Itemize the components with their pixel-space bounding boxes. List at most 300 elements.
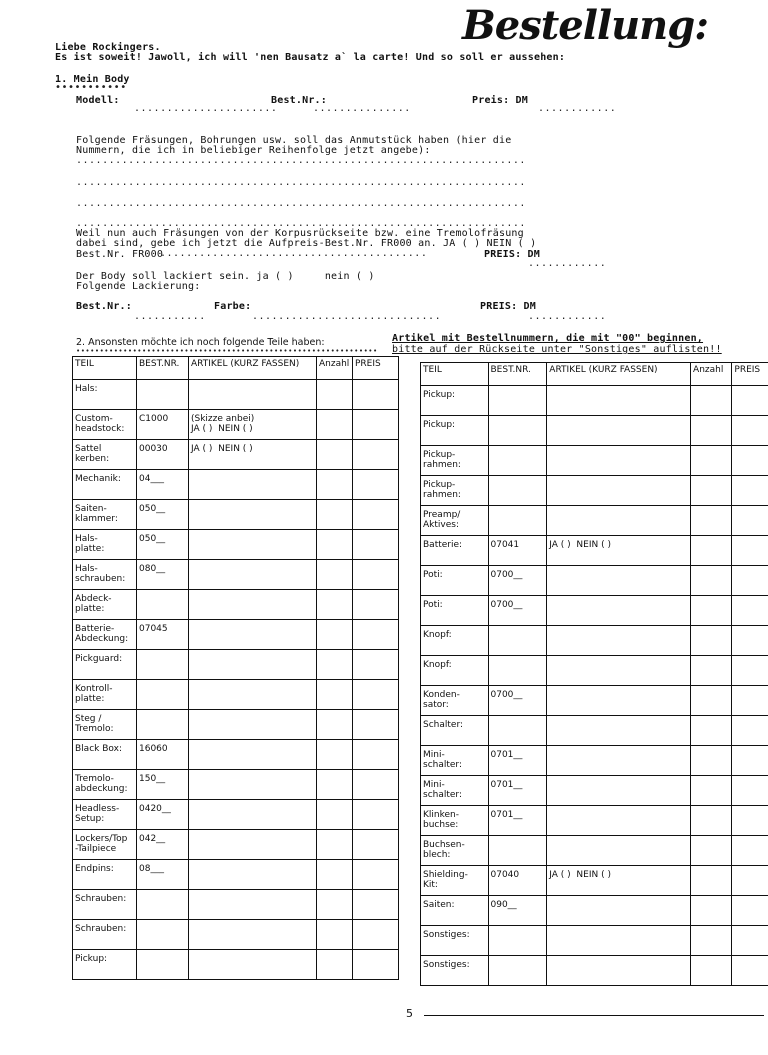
cell-artikel[interactable] — [547, 446, 691, 476]
cell-artikel[interactable] — [189, 920, 317, 950]
cell-anzahl[interactable] — [691, 716, 732, 746]
fraesungen-field-3[interactable]: ..................................................................... — [76, 198, 526, 209]
cell-artikel[interactable] — [189, 530, 317, 560]
cell-preis[interactable] — [732, 776, 768, 806]
cell-teil — [421, 716, 489, 746]
cell-anzahl[interactable] — [317, 830, 353, 860]
cell-teil — [421, 686, 489, 716]
cell-teil-text: Tremolo- abdeckung: — [75, 774, 128, 794]
table-row — [73, 650, 399, 680]
cell-teil-text: Sonstiges: — [423, 930, 470, 940]
cell-artikel[interactable] — [189, 770, 317, 800]
table-row — [421, 626, 768, 656]
cell-preis[interactable] — [732, 536, 768, 566]
cell-artikel-text: JA ( ) NEIN ( ) — [549, 870, 611, 880]
cell-preis[interactable] — [353, 500, 399, 530]
cell-teil — [421, 836, 489, 866]
cell-artikel-text — [549, 716, 688, 720]
cell-artikel[interactable] — [189, 950, 317, 980]
cell-teil — [73, 440, 137, 470]
cell-preis[interactable] — [353, 440, 399, 470]
rueck-text-1: Weil nun auch Fräsungen von der Korpusrückseite bzw. eine Tremolofräsung — [76, 228, 524, 239]
cell-anzahl[interactable] — [317, 620, 353, 650]
cell-artikel[interactable] — [189, 500, 317, 530]
cell-bestnr[interactable] — [137, 470, 189, 500]
cell-preis[interactable] — [353, 680, 399, 710]
cell-preis[interactable] — [732, 926, 768, 956]
fraesungen-text-2: Nummern, die ich in beliebiger Reihenfolge jetzt angebe): — [76, 145, 431, 156]
cell-bestnr[interactable] — [137, 890, 189, 920]
cell-preis[interactable] — [732, 416, 768, 446]
cell-teil — [73, 890, 137, 920]
cell-artikel[interactable] — [547, 956, 691, 986]
table-row — [421, 506, 768, 536]
page-number: 5 — [406, 1007, 414, 1020]
cell-anzahl[interactable] — [691, 446, 732, 476]
table-row — [421, 386, 768, 416]
cell-artikel-text — [191, 770, 314, 774]
lack-text-2: Folgende Lackierung: — [76, 281, 201, 292]
cell-preis[interactable] — [732, 446, 768, 476]
cell-teil-text: Steg / Tremolo: — [75, 714, 114, 734]
cell-preis[interactable] — [353, 950, 399, 980]
cell-preis[interactable] — [732, 896, 768, 926]
cell-preis[interactable] — [353, 830, 399, 860]
cell-preis[interactable] — [353, 740, 399, 770]
table-row — [73, 860, 399, 890]
cell-teil-text: Hals- platte: — [75, 534, 105, 554]
table-row — [421, 656, 768, 686]
table-row — [421, 716, 768, 746]
cell-artikel[interactable] — [189, 710, 317, 740]
cell-teil — [73, 950, 137, 980]
cell-bestnr-text: 050__ — [139, 504, 166, 514]
cell-teil — [421, 596, 489, 626]
cell-bestnr[interactable] — [488, 536, 547, 566]
cell-teil-text: Saiten: — [423, 900, 455, 910]
cell-teil — [421, 956, 489, 986]
cell-teil-text: Mini- schalter: — [423, 750, 462, 770]
left-parts-table — [72, 356, 399, 980]
right-parts-table — [420, 362, 768, 986]
cell-preis[interactable] — [353, 860, 399, 890]
cell-preis[interactable] — [353, 770, 399, 800]
cell-artikel-text — [549, 446, 688, 450]
cell-bestnr[interactable] — [488, 566, 547, 596]
cell-artikel[interactable] — [547, 506, 691, 536]
table-row — [73, 500, 399, 530]
cell-artikel-text — [191, 800, 314, 804]
cell-artikel[interactable] — [189, 890, 317, 920]
cell-teil — [421, 656, 489, 686]
cell-artikel-text — [191, 560, 314, 564]
cell-anzahl[interactable] — [691, 836, 732, 866]
cell-bestnr[interactable] — [137, 710, 189, 740]
cell-artikel[interactable] — [189, 470, 317, 500]
cell-anzahl[interactable] — [317, 380, 353, 410]
table-row — [73, 800, 399, 830]
cell-anzahl[interactable] — [691, 806, 732, 836]
cell-bestnr[interactable] — [137, 830, 189, 860]
cell-bestnr-text — [491, 656, 545, 660]
table-row — [73, 680, 399, 710]
cell-artikel[interactable] — [547, 566, 691, 596]
cell-anzahl[interactable] — [691, 596, 732, 626]
cell-artikel[interactable] — [547, 716, 691, 746]
cell-teil-text: Schrauben: — [75, 924, 127, 934]
cell-teil-text: Endpins: — [75, 864, 114, 874]
cell-artikel[interactable] — [547, 626, 691, 656]
table-row — [73, 920, 399, 950]
cell-teil — [73, 830, 137, 860]
cell-artikel[interactable] — [189, 590, 317, 620]
header-preis: PREIS — [353, 357, 399, 380]
cell-artikel-text — [191, 500, 314, 504]
cell-bestnr[interactable] — [137, 920, 189, 950]
cell-bestnr-text — [491, 386, 545, 390]
table-row — [73, 560, 399, 590]
cell-anzahl[interactable] — [317, 410, 353, 440]
cell-anzahl[interactable] — [691, 506, 732, 536]
cell-bestnr[interactable] — [137, 740, 189, 770]
cell-bestnr[interactable] — [488, 686, 547, 716]
cell-preis[interactable] — [732, 566, 768, 596]
cell-bestnr-text: 0700__ — [490, 600, 523, 610]
cell-bestnr[interactable] — [137, 590, 189, 620]
cell-preis[interactable] — [353, 710, 399, 740]
cell-teil — [421, 386, 489, 416]
header-teil: TEIL — [421, 363, 489, 386]
cell-anzahl[interactable] — [317, 560, 353, 590]
cell-artikel-text — [549, 686, 688, 690]
cell-anzahl[interactable] — [317, 470, 353, 500]
cell-bestnr[interactable] — [488, 776, 547, 806]
cell-preis[interactable] — [353, 470, 399, 500]
cell-artikel-text — [549, 506, 688, 510]
table-row — [73, 620, 399, 650]
cell-teil — [73, 800, 137, 830]
cell-teil-text: Mini- schalter: — [423, 780, 462, 800]
cell-anzahl[interactable] — [317, 860, 353, 890]
table-row — [73, 710, 399, 740]
cell-artikel[interactable] — [189, 650, 317, 680]
section2-intro: 2. Ansonsten möchte ich noch folgende Teile haben: — [76, 337, 325, 348]
cell-bestnr[interactable] — [137, 770, 189, 800]
cell-bestnr-text — [139, 920, 186, 924]
cell-bestnr[interactable] — [137, 410, 189, 440]
lack-bestnr-field[interactable]: ........... — [134, 311, 206, 322]
cell-artikel[interactable] — [189, 740, 317, 770]
cell-bestnr-text — [491, 716, 545, 720]
cell-artikel[interactable] — [189, 440, 317, 470]
cell-bestnr[interactable] — [488, 836, 547, 866]
cell-bestnr[interactable] — [137, 380, 189, 410]
cell-bestnr-text — [491, 476, 545, 480]
cell-bestnr-text: 07041 — [490, 540, 520, 550]
table-row — [73, 740, 399, 770]
cell-anzahl[interactable] — [691, 536, 732, 566]
rueck-preis-field[interactable]: ............ — [528, 258, 607, 269]
table-row — [421, 956, 768, 986]
cell-artikel-text — [549, 926, 688, 930]
section2-underline-dots: •••••••••••••••••••••••••••••••••••••••••••••••••••••••••••••••• — [76, 347, 378, 355]
cell-bestnr[interactable] — [137, 560, 189, 590]
header-preis: PREIS — [732, 363, 768, 386]
cell-teil-text: Pickup: — [423, 420, 456, 430]
table-row — [421, 566, 768, 596]
cell-preis[interactable] — [732, 716, 768, 746]
cell-preis[interactable] — [732, 656, 768, 686]
cell-artikel[interactable] — [547, 866, 691, 896]
cell-teil — [421, 506, 489, 536]
cell-bestnr[interactable] — [137, 530, 189, 560]
cell-preis[interactable] — [732, 956, 768, 986]
cell-artikel-text — [191, 590, 314, 594]
cell-preis[interactable] — [353, 560, 399, 590]
cell-anzahl[interactable] — [691, 896, 732, 926]
cell-anzahl[interactable] — [691, 956, 732, 986]
cell-anzahl[interactable] — [317, 740, 353, 770]
cell-artikel-text — [191, 860, 314, 864]
preis-field[interactable]: ............ — [538, 103, 617, 114]
cell-anzahl[interactable] — [691, 626, 732, 656]
cell-teil-text: Headless- Setup: — [75, 804, 120, 824]
cell-bestnr-text — [491, 926, 545, 930]
cell-preis[interactable] — [732, 596, 768, 626]
cell-anzahl[interactable] — [317, 890, 353, 920]
cell-bestnr[interactable] — [488, 446, 547, 476]
cell-preis[interactable] — [732, 686, 768, 716]
cell-teil-text: Klinken- buchse: — [423, 810, 459, 830]
cell-bestnr-text: 0700__ — [490, 570, 523, 580]
cell-artikel[interactable] — [547, 596, 691, 626]
cell-anzahl[interactable] — [317, 650, 353, 680]
cell-artikel-text — [549, 896, 688, 900]
header-anzahl: Anzahl — [691, 363, 732, 386]
fraesungen-field-1[interactable]: ..................................................................... — [76, 155, 526, 166]
preis-label: Preis: DM — [472, 95, 528, 106]
cell-teil — [73, 710, 137, 740]
lack-preis-label: PREIS: DM — [480, 301, 536, 312]
cell-artikel-text — [191, 920, 314, 924]
cell-teil — [421, 896, 489, 926]
cell-anzahl[interactable] — [317, 440, 353, 470]
cell-anzahl[interactable] — [691, 416, 732, 446]
table-row — [73, 830, 399, 860]
cell-artikel[interactable] — [547, 536, 691, 566]
cell-anzahl[interactable] — [317, 500, 353, 530]
rueck-preis-label: PREIS: DM — [484, 249, 540, 260]
cell-preis[interactable] — [353, 920, 399, 950]
cell-anzahl[interactable] — [317, 710, 353, 740]
cell-teil — [421, 626, 489, 656]
cell-artikel[interactable] — [189, 560, 317, 590]
rueck-text-2: dabei sind, gebe ich jetzt die Aufpreis-Best.Nr. FR000 an. JA ( ) NEIN ( ) — [76, 238, 537, 249]
cell-artikel[interactable] — [547, 926, 691, 956]
cell-bestnr[interactable] — [488, 926, 547, 956]
cell-bestnr[interactable] — [137, 680, 189, 710]
cell-artikel-text — [191, 380, 314, 384]
cell-preis[interactable] — [732, 866, 768, 896]
cell-preis[interactable] — [353, 650, 399, 680]
cell-bestnr[interactable] — [137, 950, 189, 980]
cell-bestnr[interactable] — [488, 386, 547, 416]
cell-teil-text: Saiten- klammer: — [75, 504, 118, 524]
cell-anzahl[interactable] — [691, 566, 732, 596]
cell-bestnr-text — [491, 956, 545, 960]
cell-preis[interactable] — [732, 836, 768, 866]
cell-artikel[interactable] — [547, 836, 691, 866]
cell-artikel[interactable] — [547, 896, 691, 926]
cell-bestnr-text — [139, 950, 186, 954]
cell-artikel-text — [549, 596, 688, 600]
cell-preis[interactable] — [353, 590, 399, 620]
fraesungen-field-4[interactable]: ..................................................................... — [76, 218, 526, 229]
cell-bestnr-text: 07045 — [139, 624, 168, 634]
cell-bestnr[interactable] — [137, 800, 189, 830]
cell-bestnr[interactable] — [137, 620, 189, 650]
cell-teil — [73, 860, 137, 890]
cell-bestnr[interactable] — [488, 416, 547, 446]
cell-bestnr[interactable] — [488, 746, 547, 776]
cell-preis[interactable] — [353, 890, 399, 920]
farbe-label: Farbe: — [214, 301, 252, 312]
cell-bestnr[interactable] — [488, 626, 547, 656]
cell-artikel-text — [191, 890, 314, 894]
cell-bestnr-text: 150__ — [139, 774, 166, 784]
cell-preis[interactable] — [732, 506, 768, 536]
cell-artikel[interactable] — [547, 776, 691, 806]
cell-artikel[interactable] — [547, 416, 691, 446]
cell-bestnr[interactable] — [488, 956, 547, 986]
cell-anzahl[interactable] — [317, 800, 353, 830]
cell-artikel[interactable] — [189, 410, 317, 440]
cell-bestnr[interactable] — [488, 596, 547, 626]
cell-artikel[interactable] — [189, 860, 317, 890]
cell-bestnr-text — [139, 650, 186, 654]
cell-artikel[interactable] — [189, 620, 317, 650]
cell-bestnr[interactable] — [488, 806, 547, 836]
cell-bestnr[interactable] — [488, 476, 547, 506]
cell-preis[interactable] — [353, 800, 399, 830]
cell-preis[interactable] — [353, 380, 399, 410]
cell-anzahl[interactable] — [691, 386, 732, 416]
table-row — [421, 806, 768, 836]
cell-artikel[interactable] — [189, 380, 317, 410]
cell-bestnr[interactable] — [488, 656, 547, 686]
cell-anzahl[interactable] — [691, 776, 732, 806]
cell-anzahl[interactable] — [317, 680, 353, 710]
cell-bestnr[interactable] — [488, 716, 547, 746]
cell-artikel[interactable] — [189, 830, 317, 860]
heading-underline-dots: ••••••••••• — [55, 82, 127, 93]
cell-bestnr[interactable] — [137, 500, 189, 530]
cell-anzahl[interactable] — [317, 920, 353, 950]
cell-bestnr[interactable] — [137, 440, 189, 470]
cell-bestnr[interactable] — [488, 896, 547, 926]
cell-anzahl[interactable] — [691, 866, 732, 896]
cell-teil-text: Knopf: — [423, 630, 452, 640]
cell-bestnr-text — [491, 446, 545, 450]
cell-preis[interactable] — [353, 530, 399, 560]
cell-artikel-text — [549, 566, 688, 570]
table-row — [421, 596, 768, 626]
cell-preis[interactable] — [353, 410, 399, 440]
cell-artikel[interactable] — [189, 680, 317, 710]
cell-artikel[interactable] — [547, 746, 691, 776]
header-artikel: ARTIKEL (KURZ FASSEN) — [189, 357, 317, 380]
cell-teil-text: Sonstiges: — [423, 960, 470, 970]
cell-anzahl[interactable] — [317, 770, 353, 800]
cell-artikel-text — [549, 626, 688, 630]
cell-teil-text: Batterie- Abdeckung: — [75, 624, 129, 644]
cell-bestnr-text — [139, 680, 186, 684]
cell-anzahl[interactable] — [691, 656, 732, 686]
cell-teil — [73, 920, 137, 950]
section1-heading: 1. Mein Body — [55, 74, 130, 85]
cell-anzahl[interactable] — [691, 746, 732, 776]
cell-artikel-text: JA ( ) NEIN ( ) — [191, 444, 253, 454]
cell-anzahl[interactable] — [317, 530, 353, 560]
cell-artikel-text — [191, 740, 314, 744]
cell-preis[interactable] — [732, 746, 768, 776]
cell-teil — [421, 806, 489, 836]
cell-artikel[interactable] — [547, 806, 691, 836]
lack-preis-field[interactable]: ............ — [528, 311, 607, 322]
cell-teil — [421, 536, 489, 566]
cell-teil — [73, 770, 137, 800]
cell-teil — [73, 470, 137, 500]
cell-teil — [421, 476, 489, 506]
cell-artikel[interactable] — [547, 656, 691, 686]
cell-artikel[interactable] — [547, 686, 691, 716]
cell-preis[interactable] — [732, 476, 768, 506]
cell-bestnr[interactable] — [137, 860, 189, 890]
cell-bestnr[interactable] — [488, 506, 547, 536]
bestnr-field[interactable]: ............... — [313, 103, 411, 114]
cell-anzahl[interactable] — [317, 590, 353, 620]
cell-preis[interactable] — [353, 620, 399, 650]
cell-bestnr-text — [491, 836, 545, 840]
cell-bestnr[interactable] — [488, 866, 547, 896]
cell-teil-text: Schalter: — [423, 720, 464, 730]
cell-artikel[interactable] — [547, 476, 691, 506]
farbe-field[interactable]: ............................. — [252, 311, 442, 322]
cell-artikel[interactable] — [547, 386, 691, 416]
cell-preis[interactable] — [732, 806, 768, 836]
rueck-bestnr-field[interactable]: ......................................... — [160, 248, 428, 259]
fraesungen-field-2[interactable]: ..................................................................... — [76, 177, 526, 188]
cell-teil-text: Sattel kerben: — [75, 444, 110, 464]
cell-anzahl[interactable] — [691, 926, 732, 956]
cell-anzahl[interactable] — [317, 950, 353, 980]
table-row — [421, 896, 768, 926]
cell-teil-text: Pickguard: — [75, 654, 123, 664]
cell-teil — [73, 620, 137, 650]
cell-artikel[interactable] — [189, 800, 317, 830]
cell-teil-text: Batterie: — [423, 540, 463, 550]
cell-preis[interactable] — [732, 386, 768, 416]
modell-field[interactable]: ...................... — [134, 103, 278, 114]
cell-anzahl[interactable] — [691, 686, 732, 716]
cell-teil-text: Konden- sator: — [423, 690, 460, 710]
modell-label: Modell: — [76, 95, 120, 106]
cell-preis[interactable] — [732, 626, 768, 656]
table-row — [73, 590, 399, 620]
cell-bestnr[interactable] — [137, 650, 189, 680]
cell-anzahl[interactable] — [691, 476, 732, 506]
cell-bestnr-text: 0700__ — [490, 690, 523, 700]
